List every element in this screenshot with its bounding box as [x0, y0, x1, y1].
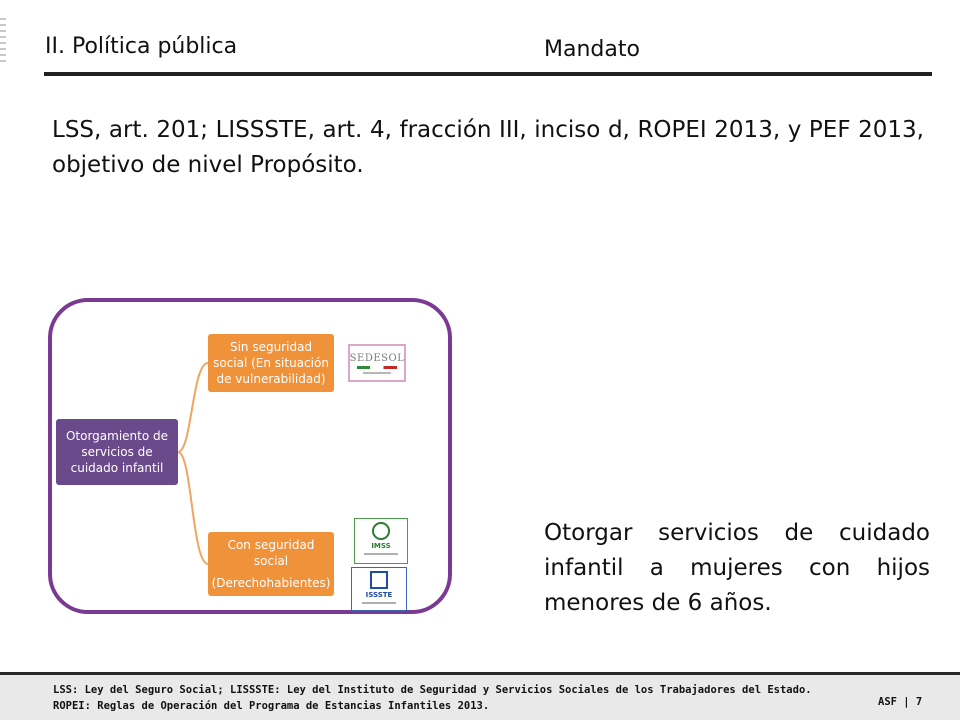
slide-title: Mandato: [544, 37, 640, 62]
footer-divider: [0, 672, 960, 675]
page-number: ASF | 7: [878, 696, 923, 708]
imss-logo: [354, 518, 408, 564]
issste-emblem-icon: [370, 571, 388, 589]
issste-logo: [351, 567, 407, 611]
imss-subtitle-line: [364, 553, 398, 555]
connector-top: [178, 363, 208, 452]
diagram-branch-no-social-security: [208, 334, 334, 392]
sedesol-subtitle-line: [363, 372, 391, 374]
connector-bottom: [178, 452, 208, 564]
branch-top-label: Sin seguridad social (En situación de vulnerabilidad): [213, 340, 329, 386]
sedesol-logo: [348, 344, 406, 382]
section-title: II. Política pública: [45, 34, 238, 59]
sedesol-logo-wordmark: SEDESOL: [349, 352, 405, 364]
imss-emblem-icon: [372, 522, 390, 540]
branch-bottom-label-line1: Con seguridad social: [227, 538, 315, 568]
legal-reference-text: LSS, art. 201; LISSSTE, art. 4, fracción III, inciso d, ROPEI 2013, y PEF 2013, objetivo de nivel Propósito.: [52, 117, 924, 178]
branch-bottom-label-line2: (Derechohabientes): [211, 576, 331, 590]
issste-logo-wordmark: ISSSTE: [365, 591, 393, 599]
diagram-branch-with-social-security: [208, 532, 334, 596]
issste-subtitle-line: [362, 602, 396, 604]
imss-logo-wordmark: IMSS: [371, 542, 391, 550]
root-node-label: Otorgamiento de servicios de cuidado infantil: [65, 429, 169, 475]
sedesol-flag-stripe: [357, 366, 397, 369]
diagram-root-node: [56, 419, 178, 485]
mandate-statement: Otorgar servicios de cuidado infantil a mujeres con hijos menores de 6 años.: [544, 520, 930, 616]
footer-note: [53, 682, 812, 714]
footer-note-line1: LSS: Ley del Seguro Social; LISSSTE: Ley del Instituto de Seguridad y Servicios Sociales de los Trabajadores del Estado.: [53, 684, 812, 696]
footer-note-line2: ROPEI: Reglas de Operación del Programa de Estancias Infantiles 2013.: [53, 700, 490, 712]
